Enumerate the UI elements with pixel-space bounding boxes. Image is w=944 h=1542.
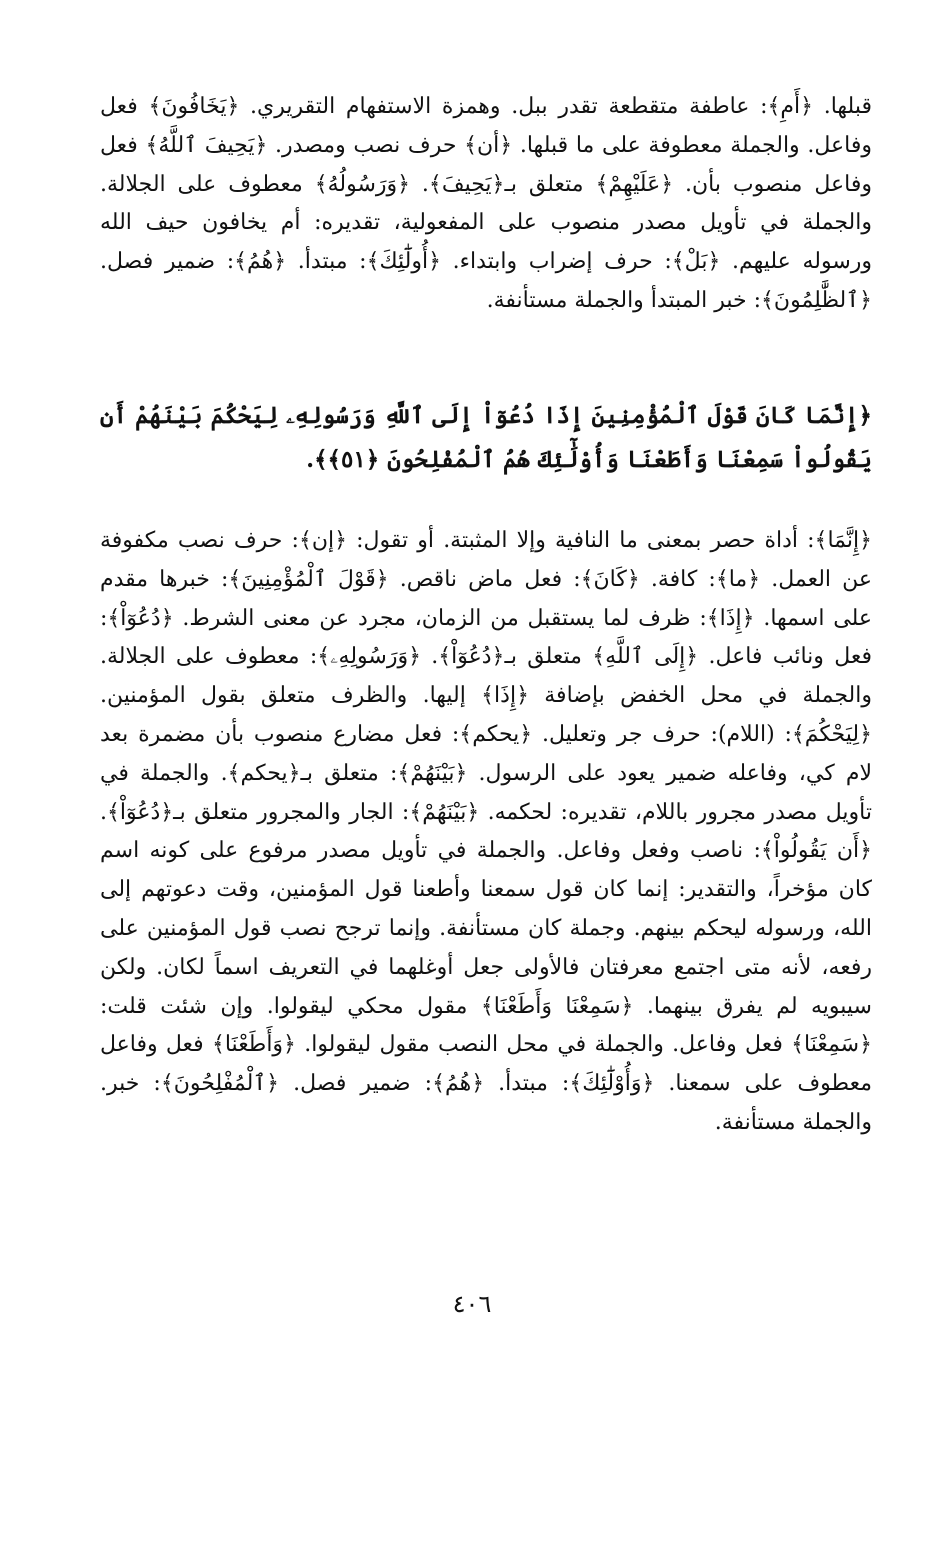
page-body xyxy=(100,88,872,1542)
page-number: ٤٠٦ xyxy=(452,1290,492,1318)
quran-verse: ﴿إِنَّمَا كَانَ قَوْلَ ٱلْمُؤْمِنِينَ إِذَا دُعُوٓاْ إِلَى ٱللَّهِ وَرَسُولِهِۦ لِيَحْكُمَ بَيْنَهُمْ أَن يَقُولُواْ سَمِعْنَا وَأَطَعْنَا وَأُوْلَٰٓئِكَ هُمُ ٱلْمُفْلِحُونَ ﴿٥١﴾﴾. xyxy=(100,402,872,473)
commentary-paragraph-1: قبلها. ﴿أَمِ﴾: عاطفة متقطعة تقدر ببل. وهمزة الاستفهام التقريري. ﴿يَخَافُونَ﴾ فعل وفاعل. والجملة معطوفة على ما قبلها. ﴿أن﴾ حرف نصب ومصدر. ﴿يَحِيفَ ٱللَّهُ﴾ فعل وفاعل منصوب بأن. ﴿عَلَيْهِمْ﴾ متعلق بـ﴿يَحِيفَ﴾. ﴿وَرَسُولُهُ﴾ معطوف على الجلالة. والجملة في تأويل مصدر منصوب على المفعولية، تقديره: أم يخافون حيف الله ورسوله عليهم. ﴿بَلْ﴾: حرف إضراب وابتداء. ﴿أُولَٰٓئِكَ﴾: مبتدأ. ﴿هُمُ﴾: ضمير فصل. ﴿ٱلظَّٰلِمُونَ﴾: خبر المبتدأ والجملة مستأنفة. xyxy=(100,94,872,313)
commentary-paragraph-2: ﴿إِنَّمَا﴾: أداة حصر بمعنى ما النافية وإلا المثبتة. أو تقول: ﴿إن﴾: حرف نصب مكفوفة عن العمل. ﴿ما﴾: كافة. ﴿كَانَ﴾: فعل ماض ناقص. ﴿قَوْلَ ٱلْمُؤْمِنِينَ﴾: خبرها مقدم على اسمها. ﴿إِذَا﴾: ظرف لما يستقبل من الزمان، مجرد عن معنى الشرط. ﴿دُعُوٓاْ﴾: فعل ونائب فاعل. ﴿إِلَى ٱللَّهِ﴾ متعلق بـ﴿دُعُوٓاْ﴾. ﴿وَرَسُولِهِۦ﴾: معطوف على الجلالة. والجملة في محل الخفض بإضافة ﴿إِذَا﴾ إليها. والظرف متعلق بقول المؤمنين. ﴿لِيَحْكُمَ﴾: (اللام): حرف جر وتعليل. ﴿يحكم﴾: فعل مضارع منصوب بأن مضمرة بعد لام كي، وفاعله ضمير يعود على الرسول. ﴿بَيْنَهُمْ﴾: متعلق بـ﴿يحكم﴾. والجملة في تأويل مصدر مجرور باللام، تقديره: لحكمه. ﴿بَيْنَهُمْ﴾: الجار والمجرور متعلق بـ﴿دُعُوٓاْ﴾. ﴿أَن يَقُولُواْ﴾: ناصب وفعل وفاعل. والجملة في تأويل مصدر مرفوع على كونه اسم كان مؤخراً، والتقدير: إنما كان قول سمعنا وأطعنا قول المؤمنين، وقت دعوتهم إلى الله، ورسوله ليحكم بينهم. وجملة كان مستأنفة. وإنما ترجح نصب قول المؤمنين على رفعه، لأنه متى اجتمع معرفتان فالأولى جعل أوغلهما في التعريف اسماً لكان. ولكن سيبويه لم يفرق بينهما. ﴿سَمِعْنَا وَأَطَعْنَا﴾ مقول محكي ليقولوا. وإن شئت قلت: ﴿سَمِعْنَا﴾ فعل وفاعل. والجملة في محل النصب مقول ليقولوا. ﴿وَأَطَعْنَا﴾ فعل وفاعل معطوف على سمعنا. ﴿وَأُوْلَٰٓئِكَ﴾: مبتدأ. ﴿هُمُ﴾: ضمير فصل. ﴿ٱلْمُفْلِحُونَ﴾: خبر. والجملة مستأنفة. xyxy=(100,528,872,1135)
